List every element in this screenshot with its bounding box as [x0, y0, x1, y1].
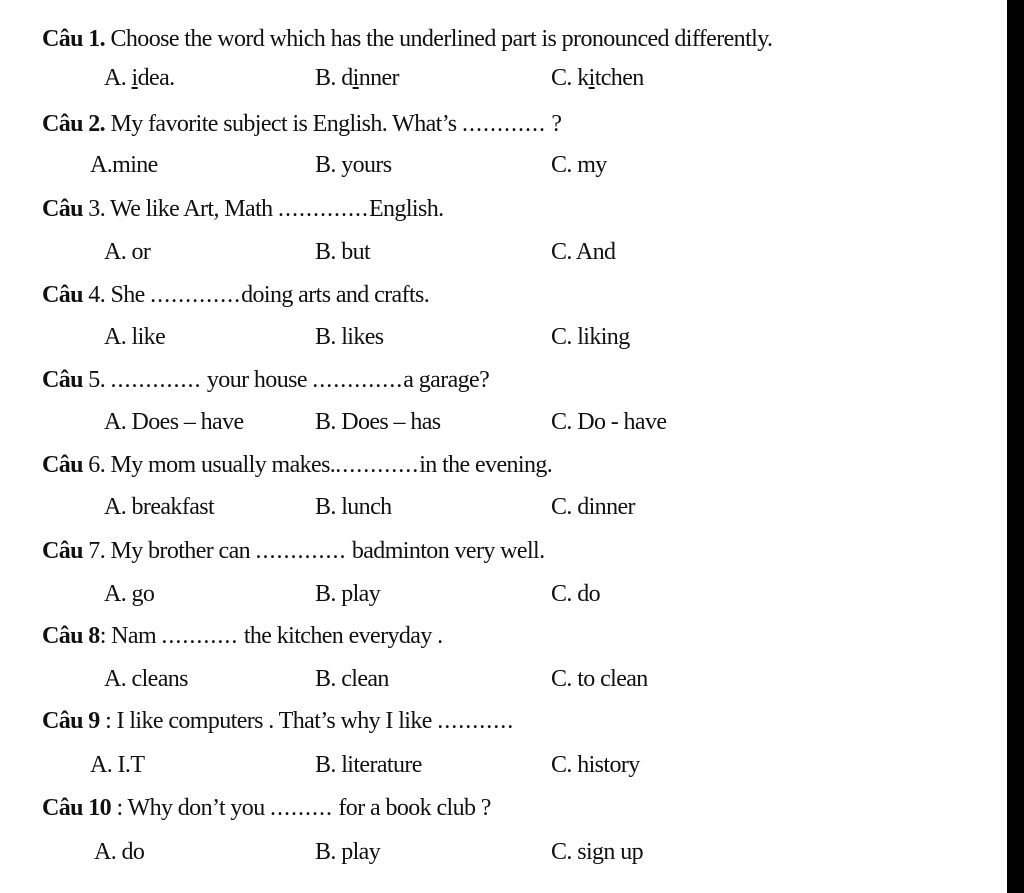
- option-a: A. do: [94, 839, 145, 865]
- option-b: B. literature: [315, 752, 422, 778]
- answer-blank: .............: [110, 367, 202, 393]
- option-a: A. or: [104, 239, 151, 265]
- option-c: C. do: [551, 581, 601, 607]
- question-stem: Choose the word which has the underlined part is pronounced differently.: [105, 26, 773, 52]
- question-5: Câu 5. ............. your house .............a garage?: [42, 367, 490, 393]
- option-a: A.mine: [90, 152, 158, 178]
- option-c: C. Do - have: [551, 409, 667, 435]
- option-b: B. dinner: [315, 65, 399, 91]
- option-b: B. but: [315, 239, 371, 265]
- question-7: Câu 7. My brother can ............. badminton very well.: [42, 538, 545, 564]
- option-a: A. idea.: [104, 65, 175, 91]
- question-10: Câu 10 : Why don’t you ......... for a book club ?: [42, 795, 491, 821]
- question-label: Câu 10: [42, 795, 112, 821]
- answer-blank: .........: [270, 795, 334, 821]
- option-c: C. history: [551, 752, 640, 778]
- question-1: [42, 24, 772, 54]
- answer-blank: .............: [150, 282, 242, 308]
- question-label: Câu: [42, 538, 83, 564]
- option-a: A. breakfast: [104, 494, 215, 520]
- option-b: B. likes: [315, 324, 384, 350]
- option-b: B. play: [315, 581, 381, 607]
- option-c: C. And: [551, 239, 616, 265]
- answer-blank: .............: [312, 367, 404, 393]
- option-c: C. dinner: [551, 494, 635, 520]
- option-b: B. clean: [315, 666, 389, 692]
- question-label: Câu: [42, 367, 83, 393]
- right-border: [1007, 0, 1024, 893]
- answer-blank: .............: [277, 196, 369, 222]
- question-2: Câu 2. My favorite subject is English. What’s ............ ?: [42, 111, 562, 137]
- answer-blank: ...........: [161, 623, 239, 649]
- answer-blank: .............: [255, 538, 347, 564]
- option-a: A. I.T: [90, 752, 145, 778]
- question-label: Câu: [42, 196, 83, 222]
- question-label: Câu: [42, 452, 83, 478]
- question-label: Câu 9: [42, 708, 100, 734]
- option-b: B. yours: [315, 152, 392, 178]
- option-c: C. to clean: [551, 666, 648, 692]
- answer-blank: ...........: [437, 708, 515, 734]
- question-label: Câu 2.: [42, 111, 106, 137]
- question-6: Câu 6. My mom usually makes.............in the evening.: [42, 452, 553, 478]
- question-9: Câu 9 : I like computers . That’s why I like ...........: [42, 708, 515, 734]
- question-4: Câu 4. She .............doing arts and crafts.: [42, 282, 430, 308]
- option-c: C. liking: [551, 324, 630, 350]
- option-c: C. sign up: [551, 839, 644, 865]
- option-b: B. Does – has: [315, 409, 441, 435]
- question-label: Câu: [42, 282, 83, 308]
- option-a: A. go: [104, 581, 155, 607]
- question-8: Câu 8: Nam ........... the kitchen everyday .: [42, 623, 443, 649]
- option-a: A. Does – have: [104, 409, 244, 435]
- question-label: Câu 8: [42, 623, 100, 649]
- answer-blank: ............: [335, 452, 420, 478]
- answer-blank: ............: [461, 111, 546, 137]
- option-b: B. play: [315, 839, 381, 865]
- option-c: C. my: [551, 152, 607, 178]
- option-a: A. cleans: [104, 666, 188, 692]
- option-b: B. lunch: [315, 494, 392, 520]
- option-c: C. kitchen: [551, 65, 644, 91]
- option-a: A. like: [104, 324, 166, 350]
- question-3: Câu 3. We like Art, Math .............English.: [42, 196, 444, 222]
- question-label: Câu 1.: [42, 26, 106, 52]
